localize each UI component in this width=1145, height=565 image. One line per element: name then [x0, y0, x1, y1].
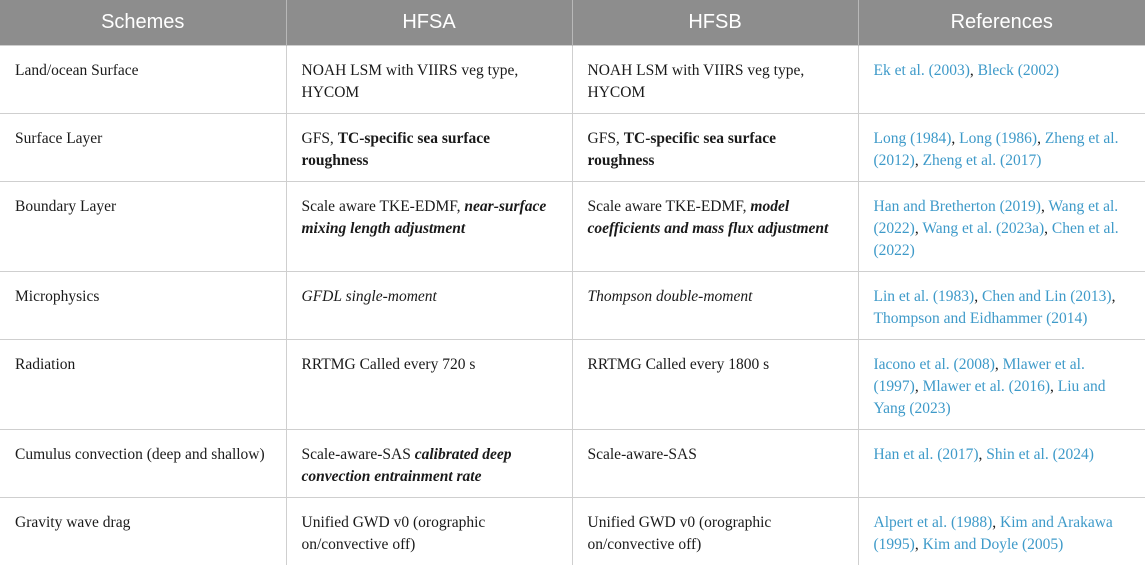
- separator: ,: [915, 378, 923, 395]
- scheme-cell: Radiation: [0, 340, 286, 430]
- separator: ,: [995, 356, 1003, 373]
- hfsb-cell: Scale-aware-SAS: [572, 430, 858, 498]
- reference-link[interactable]: Liu and Yang (2023): [874, 378, 1106, 417]
- header-schemes: Schemes: [0, 0, 286, 46]
- reference-link[interactable]: Kim and Doyle (2005): [923, 536, 1064, 553]
- scheme-cell: Gravity wave drag: [0, 498, 286, 565]
- hfsa-emph-text: calibrated deep convection entrainment rate: [302, 446, 512, 485]
- references-cell: [858, 182, 1145, 272]
- reference-link[interactable]: Long (1986): [959, 130, 1037, 147]
- hfsb-cell: NOAH LSM with VIIRS veg type, HYCOM: [572, 46, 858, 114]
- separator: ,: [970, 62, 978, 79]
- separator: ,: [915, 152, 923, 169]
- hfsb-emph-text: model coefficients and mass flux adjustment: [588, 198, 829, 237]
- header-references: References: [858, 0, 1145, 46]
- hfsa-cell: GFDL single-moment: [286, 272, 572, 340]
- separator: ,: [992, 514, 1000, 531]
- table-row: [0, 340, 1145, 430]
- scheme-cell: Land/ocean Surface: [0, 46, 286, 114]
- hfsa-cell: RRTMG Called every 720 s: [286, 340, 572, 430]
- references-cell: [858, 46, 1145, 114]
- hfsa-cell: [286, 114, 572, 182]
- references-cell: [858, 272, 1145, 340]
- reference-link[interactable]: Bleck (2002): [978, 62, 1059, 79]
- hfsa-text: GFS,: [302, 130, 338, 147]
- separator: ,: [979, 446, 987, 463]
- hfsa-cell: [286, 182, 572, 272]
- reference-link[interactable]: Thompson and Eidhammer (2014): [874, 310, 1088, 327]
- hfsb-bold-text: TC-specific sea surface roughness: [588, 130, 777, 169]
- references-cell: [858, 340, 1145, 430]
- separator: ,: [915, 536, 923, 553]
- hfsb-text: Scale aware TKE-EDMF,: [588, 198, 751, 215]
- separator: ,: [1112, 288, 1116, 305]
- reference-link[interactable]: Han and Bretherton (2019): [874, 198, 1041, 215]
- reference-link[interactable]: Mlawer et al. (2016): [923, 378, 1050, 395]
- separator: ,: [1037, 130, 1045, 147]
- hfsa-cell: NOAH LSM with VIIRS veg type, HYCOM: [286, 46, 572, 114]
- references-cell: [858, 430, 1145, 498]
- reference-link[interactable]: Lin et al. (1983): [874, 288, 975, 305]
- reference-link[interactable]: Zheng et al. (2012): [874, 130, 1119, 169]
- table-row: [0, 498, 1145, 565]
- separator: ,: [951, 130, 959, 147]
- table-row: [0, 182, 1145, 272]
- hfsa-cell: [286, 430, 572, 498]
- hfsa-text: Scale-aware-SAS: [302, 446, 415, 463]
- hfsb-cell: Unified GWD v0 (orographic on/convective off): [572, 498, 858, 565]
- reference-link[interactable]: Zheng et al. (2017): [923, 152, 1042, 169]
- separator: ,: [1041, 198, 1048, 215]
- header-hfsb: HFSB: [572, 0, 858, 46]
- scheme-cell: Microphysics: [0, 272, 286, 340]
- reference-link[interactable]: Chen et al. (2022): [874, 220, 1119, 259]
- hfsb-cell: [572, 182, 858, 272]
- scheme-cell: Cumulus convection (deep and shallow): [0, 430, 286, 498]
- header-hfsa: HFSA: [286, 0, 572, 46]
- hfsb-cell: RRTMG Called every 1800 s: [572, 340, 858, 430]
- reference-link[interactable]: Han et al. (2017): [874, 446, 979, 463]
- separator: ,: [1044, 220, 1052, 237]
- hfsa-cell: Unified GWD v0 (orographic on/convective off): [286, 498, 572, 565]
- reference-link[interactable]: Wang et al. (2022): [874, 198, 1119, 237]
- references-cell: [858, 114, 1145, 182]
- separator: ,: [915, 220, 922, 237]
- hfsa-emph-text: near-surface mixing length adjustment: [302, 198, 547, 237]
- table-row: [0, 46, 1145, 114]
- reference-link[interactable]: Chen and Lin (2013): [982, 288, 1112, 305]
- hfsb-text: GFS,: [588, 130, 624, 147]
- scheme-cell: Boundary Layer: [0, 182, 286, 272]
- separator: ,: [974, 288, 982, 305]
- table-row: [0, 272, 1145, 340]
- reference-link[interactable]: Shin et al. (2024): [986, 446, 1094, 463]
- reference-link[interactable]: Wang et al. (2023a): [922, 220, 1044, 237]
- hfsa-text: Scale aware TKE-EDMF,: [302, 198, 465, 215]
- references-cell: [858, 498, 1145, 565]
- separator: ,: [1050, 378, 1058, 395]
- hfsb-cell: [572, 114, 858, 182]
- scheme-cell: Surface Layer: [0, 114, 286, 182]
- reference-link[interactable]: Iacono et al. (2008): [874, 356, 995, 373]
- hfsb-cell: Thompson double-moment: [572, 272, 858, 340]
- reference-link[interactable]: Mlawer et al. (1997): [874, 356, 1085, 395]
- table-row: [0, 114, 1145, 182]
- hfsa-bold-text: TC-specific sea surface roughness: [302, 130, 491, 169]
- reference-link[interactable]: Kim and Arakawa (1995): [874, 514, 1113, 553]
- reference-link[interactable]: Long (1984): [874, 130, 952, 147]
- reference-link[interactable]: Ek et al. (2003): [874, 62, 970, 79]
- reference-link[interactable]: Alpert et al. (1988): [874, 514, 993, 531]
- table-row: [0, 430, 1145, 498]
- header-row: [0, 0, 1145, 46]
